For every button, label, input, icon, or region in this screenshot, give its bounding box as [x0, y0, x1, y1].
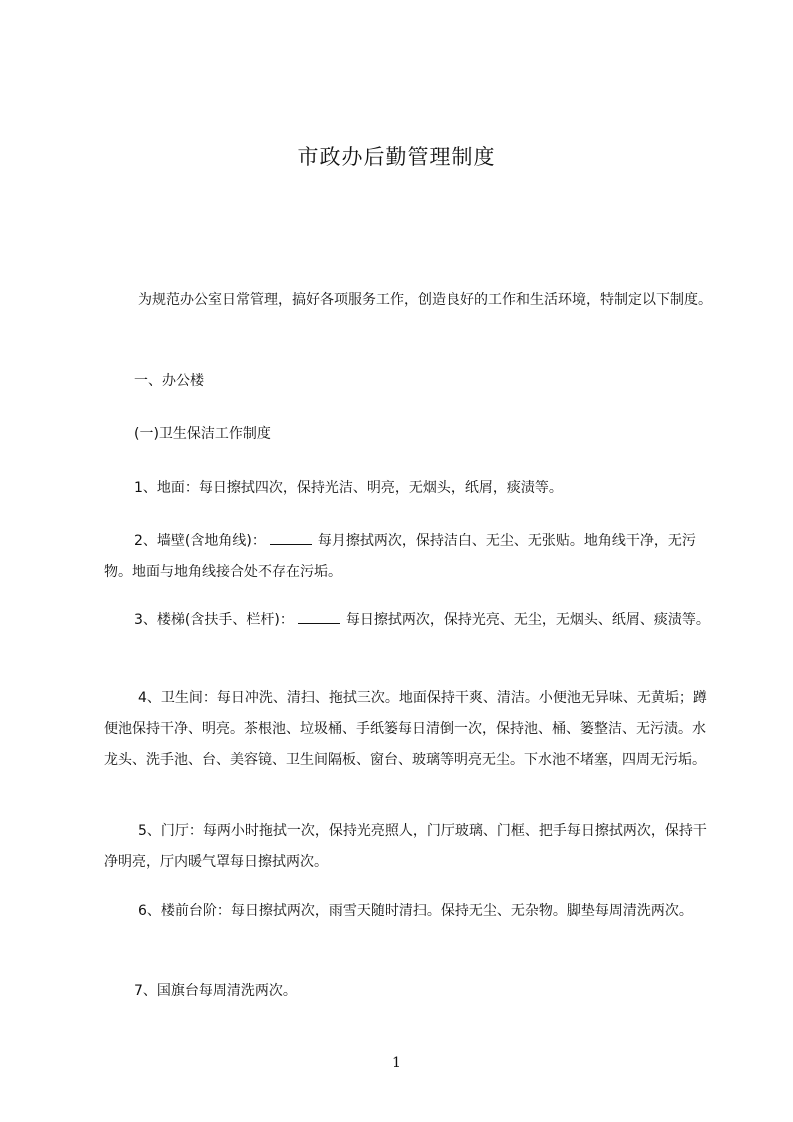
item-4-text: 4、卫生间：每日冲洗、清扫、拖拭三次。地面保持干爽、清洁。小便池无异味、无黄垢；蹲便池保持干净、明亮。茶根池、垃圾桶、手纸篓每日清倒一次，保持池、桶、篓整洁、无污渍。水龙头、洗手池、台、美容镜、卫生间隔板、窗台、玻璃等明亮无尘。下水池不堵塞，四周无污垢。 [104, 690, 707, 768]
item-5-text: 5、门厅：每两小时拖拭一次，保持光亮照人，门厅玻璃、门框、把手每日擦拭两次，保持干净明亮，厅内暖气罩每日擦拭两次。 [104, 823, 707, 870]
intro-paragraph [104, 285, 714, 316]
blank-line [270, 532, 312, 545]
document-title: 市政办后勤管理制度 [297, 145, 496, 169]
list-item [104, 896, 714, 927]
section-heading [104, 366, 714, 397]
item-7-text: 7、国旗台每周清洗两次。 [134, 983, 297, 999]
item-3-tail: 每日擦拭两次，保持光亮、无尘，无烟头、纸屑、痰渍等。 [345, 612, 710, 628]
item-2-tail: 每月擦拭两次，保持洁白、无尘、无张贴。地角线干净，无污物。地面与地角线接合处不存在污垢。 [104, 533, 696, 580]
subsection-heading [104, 419, 714, 450]
item-6-text: 6、楼前台阶：每日擦拭两次，雨雪天随时清扫。保持无尘、无杂物。脚垫每周清洗两次。 [138, 903, 693, 919]
intro-text: 为规范办公室日常管理，搞好各项服务工作，创造良好的工作和生活环境，特制定以下制度。 [138, 292, 712, 308]
item-3-head: 3、楼梯(含扶手、栏杆)： [134, 612, 294, 628]
item-2-head: 2、墙壁(含地角线)： [134, 533, 266, 549]
list-item [104, 683, 714, 776]
section-heading-text: 一、办公楼 [134, 373, 204, 389]
item-1-text: 1、地面：每日擦拭四次，保持光洁、明亮，无烟头，纸屑，痰渍等。 [134, 480, 563, 496]
subsection-heading-text: (一)卫生保洁工作制度 [134, 426, 271, 442]
list-item [104, 976, 714, 1007]
list-item [104, 473, 714, 504]
page-number: 1 [392, 1055, 401, 1071]
list-item [104, 526, 714, 588]
blank-line [298, 611, 340, 624]
list-item [104, 816, 714, 878]
list-item [104, 605, 714, 636]
